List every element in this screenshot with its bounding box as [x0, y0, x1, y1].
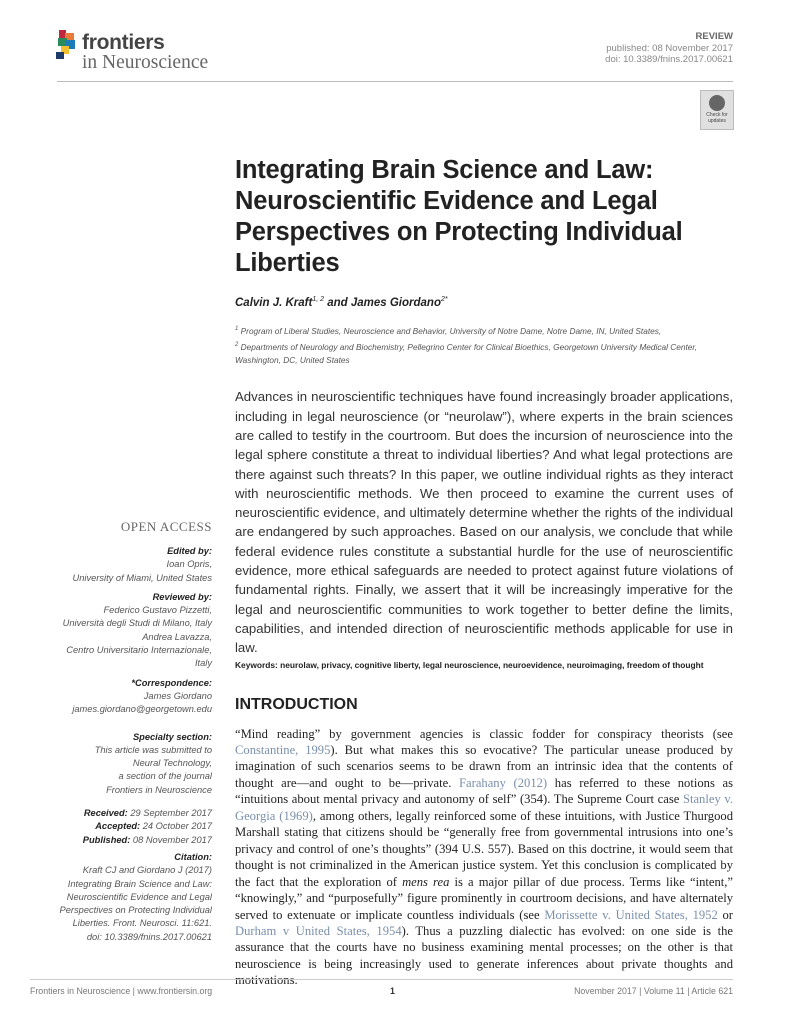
- author-affil: 1, 2: [312, 296, 325, 303]
- specialty-line: Frontiers in Neuroscience: [106, 784, 212, 795]
- citation-line: Perspectives on Protecting Individual: [59, 905, 212, 916]
- correspondence: [12, 677, 212, 717]
- body-text: “Mind reading” by government agencies is classic fodder for conspiracy theorists (see: [235, 726, 733, 741]
- citation-line: Neuroscientific Evidence and Legal: [66, 891, 212, 902]
- footer-issue: November 2017 | Volume 11 | Article 621: [574, 986, 733, 996]
- specialty-line: This article was submitted to: [94, 744, 212, 755]
- affil-text: Program of Liberal Studies, Neuroscience and Behavior, University of Notre Dame, Notre Dame, IN, United States,: [238, 325, 662, 336]
- introduction-paragraph: [235, 726, 733, 989]
- abstract: Advances in neuroscientific techniques have found increasingly broader applications, including in legal neuroscience (or “neurolaw”), where experts in the brain sciences are called to testify in the courtroom. But does the incursion of neuroscience into the legal sphere constitute a threat to individual liberties? And what legal protections are there against such threats? In this paper, we outline individual rights as they interact with neuroscientific methods. We then proceed to examine the current uses of neuroscientific evidence, and ultimately determine whether the rights of the individual are endangered by such approaches. Based on our analysis, we conclude that while federal evidence rules constitute a substantial hurdle for the use of neuroscientific evidence, more ethical safeguards are needed to protect against future violations of fundamental rights. Finally, we assert that it will be increasingly imperative for the legal and neuroscientific communities to work together to better define the limits, capabilities, and intended direction of neuroscientific methods applicable for use in law.: [235, 389, 733, 656]
- open-access-label: OPEN ACCESS: [120, 519, 212, 534]
- reviewer-line: Federico Gustavo Pizzetti,: [103, 605, 212, 616]
- received-date: [12, 807, 212, 820]
- citation-line: doi: 10.3389/fnins.2017.00621: [86, 931, 212, 942]
- main-column: [235, 155, 735, 989]
- published-date-side: [12, 834, 212, 847]
- reviewer-line: Centro Universitario Internazionale,: [66, 645, 212, 656]
- bookmark-icon: [709, 95, 725, 111]
- footer-divider: [30, 979, 733, 980]
- edited-by-label: Edited by:: [167, 546, 212, 556]
- edited-by: [12, 545, 212, 585]
- affil-text: Departments of Neurology and Biochemistry, Pellegrino Center for Clinical Bioethics, Georgetown University Medical Center, Washington, DC, United States: [235, 341, 698, 366]
- editor-name: Ioan Opris,: [166, 559, 212, 570]
- affil-number: 1: [235, 325, 239, 332]
- footer-journal[interactable]: Frontiers in Neuroscience | www.frontiersin.org: [30, 986, 213, 996]
- affil-number: 2: [235, 341, 239, 348]
- citation-line: Liberties. Front. Neurosci. 11:621.: [72, 918, 212, 929]
- specialty-section: [12, 731, 212, 797]
- keywords-label: Keywords:: [235, 659, 278, 670]
- sidebar: [12, 519, 212, 944]
- citation-line: Kraft CJ and Giordano J (2017): [82, 865, 212, 876]
- keywords: [235, 658, 733, 672]
- body-text: ). Thus a puzzling dialectic has evolved: on one side is the assurance that the courts have no business examining mental processes; on the other is that neuroscience is being increasingly used to generate inferences about private thoughts and motivations.: [235, 923, 734, 988]
- logo-journal-name: in Neuroscience: [82, 52, 209, 73]
- italic-term: mens rea: [402, 874, 450, 889]
- body-text: is a major pillar of due process. Terms like “intent,” “knowingly,” and “purposefully” figure prominently in courtroom decisions, and have alternately served to extenuate or implicate countless individuals (see: [235, 874, 734, 922]
- citation-link[interactable]: Morissette v. United States, 1952: [544, 907, 718, 922]
- citation-link[interactable]: Constantine, 1995: [235, 742, 331, 757]
- header-divider: [57, 81, 733, 82]
- keywords-list: neurolaw, privacy, cognitive liberty, legal neuroscience, neuroevidence, neuroimaging, freedom of thought: [277, 659, 704, 670]
- citation-line: Integrating Brain Science and Law:: [67, 878, 212, 889]
- body-text: ). But what makes this so evocative? The particular unease produced by imagination of such scenarios seems to be drawn from an intrinsic idea that the contents of thought are—and ought to be—private.: [235, 742, 733, 790]
- affiliation: [235, 322, 735, 338]
- logo-brand: frontiers: [82, 31, 165, 54]
- date-label: Accepted:: [95, 821, 141, 832]
- specialty-label: Specialty section:: [132, 731, 212, 742]
- date-label: Received:: [83, 808, 128, 819]
- frontiers-logo-icon: [56, 30, 80, 60]
- author-name[interactable]: Calvin J. Kraft: [235, 296, 313, 309]
- citation-link[interactable]: Durham v United States, 1954: [235, 923, 402, 938]
- citation: [12, 851, 212, 944]
- authors: [235, 293, 735, 310]
- author-name[interactable]: James Giordano: [350, 296, 441, 309]
- specialty-line: Neural Technology,: [132, 758, 212, 769]
- reviewer-line: Italy: [194, 658, 212, 669]
- citation-link[interactable]: Farahany (2012): [459, 775, 548, 790]
- date-value: 29 September 2017: [127, 808, 212, 819]
- affiliation: [235, 338, 735, 368]
- dates: [12, 807, 212, 847]
- check-label: Check for updates: [706, 112, 728, 124]
- correspondence-label: *Correspondence:: [131, 677, 212, 688]
- citation-link[interactable]: Stanley v. Georgia (1969): [235, 792, 733, 823]
- section-heading: INTRODUCTION: [235, 695, 358, 713]
- body-text: has referred to these notions as “intuitions about mental privacy and autonomy of self” (354). The Supreme Court case: [235, 775, 733, 807]
- specialty-line: a section of the journal: [118, 771, 212, 782]
- correspondence-name: James Giordano: [143, 690, 212, 701]
- date-value: 08 November 2017: [130, 834, 212, 845]
- affiliations: [235, 322, 735, 368]
- published-date: published: 08 November 2017: [606, 42, 733, 54]
- author-separator: and: [324, 296, 351, 309]
- reviewer-line: Università degli Studi di Milano, Italy: [62, 618, 212, 629]
- page-number: 1: [390, 986, 395, 996]
- reviewed-by: [12, 591, 212, 671]
- reviewer-line: Andrea Lavazza,: [142, 631, 212, 642]
- article-type: REVIEW: [695, 31, 733, 42]
- body-text: or: [717, 907, 733, 922]
- date-label: Published:: [82, 834, 131, 845]
- check-for-updates-button[interactable]: [700, 90, 734, 130]
- article-title: Integrating Brain Science and Law: Neuroscientific Evidence and Legal Perspectives on Protecting Individual Liberties: [235, 156, 683, 277]
- date-value: 24 October 2017: [140, 821, 212, 832]
- doi[interactable]: doi: 10.3389/fnins.2017.00621: [605, 54, 733, 65]
- journal-logo[interactable]: [56, 30, 226, 75]
- correspondence-email[interactable]: james.giordano@georgetown.edu: [72, 704, 212, 715]
- article-header-info: [605, 31, 733, 66]
- author-affil: 2*: [440, 296, 448, 303]
- reviewed-by-label: Reviewed by:: [152, 591, 212, 602]
- editor-affil: University of Miami, United States: [72, 572, 212, 583]
- body-text: , among others, legally reinforced some of these intuitions, with Justice Thurgood Marshall stating that citizens should be “generally free from governmental intrusions into one’s privacy and control of one’s thoughts” (394 U.S. 557). Based on this doctrine, it would seem that thought is not criminalized in the American justice system. Yet this conclusion is complicated by the fact that the exploration of: [235, 808, 733, 889]
- accepted-date: [12, 820, 212, 833]
- citation-label: Citation:: [174, 851, 212, 862]
